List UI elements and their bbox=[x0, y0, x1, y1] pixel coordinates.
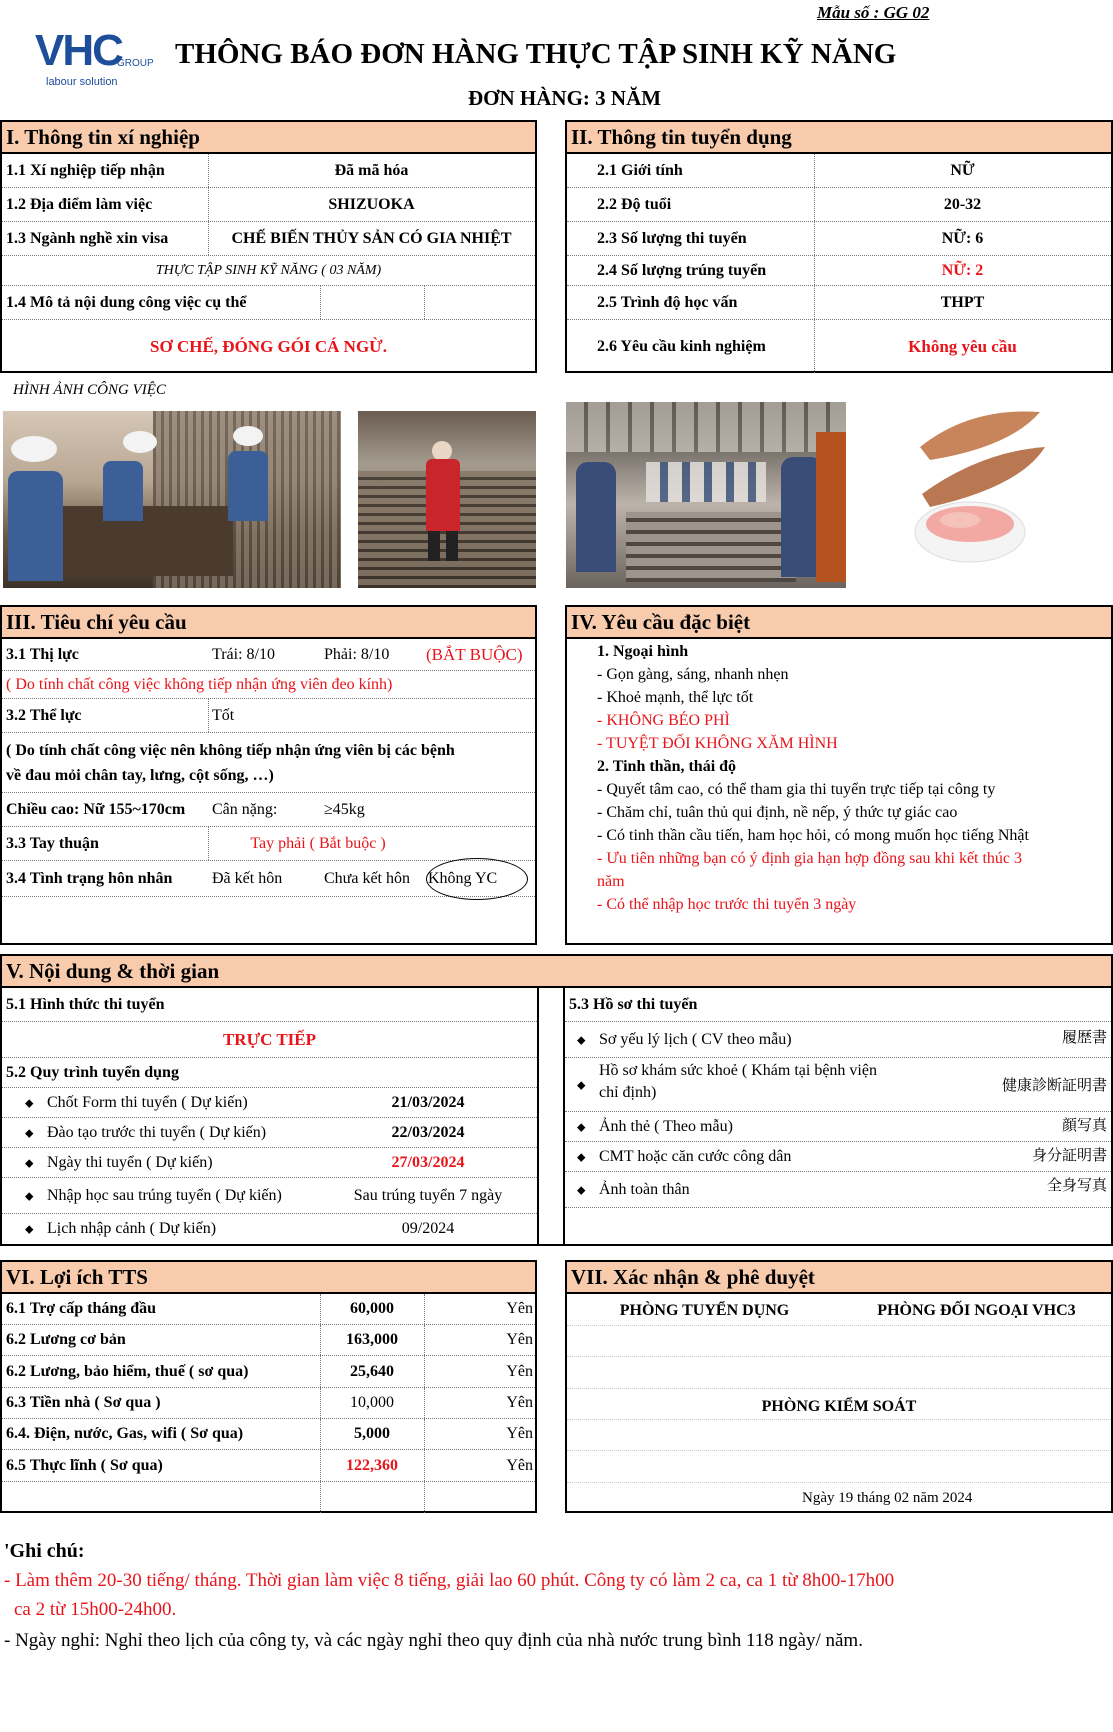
form-number: Mẫu số : GG 02 bbox=[817, 3, 930, 22]
bullet-icon: ◆ bbox=[25, 1157, 34, 1169]
field-label: 3.4 Tình trạng hôn nhân bbox=[6, 869, 173, 887]
table-row bbox=[2, 1482, 535, 1513]
logo-group: GROUP bbox=[117, 58, 154, 69]
table-row bbox=[565, 1022, 1111, 1058]
field-label: 1.2 Địa điểm làm việc bbox=[6, 195, 153, 213]
note-line: - Làm thêm 20-30 tiếng/ tháng. Thời gian làm việc 8 tiếng, giải lao 60 phút. Công ty có làm 2 ca, ca 1 từ 8h00-17h00 bbox=[4, 1570, 895, 1591]
doc-jp: 顔写真 bbox=[1061, 1116, 1107, 1134]
list-item: - TUYỆT ĐỐI KHÔNG XĂM HÌNH bbox=[597, 735, 838, 752]
bullet-icon: ◆ bbox=[25, 1223, 34, 1236]
table-row bbox=[2, 188, 535, 222]
section-title: I. Thông tin xí nghiệp bbox=[2, 122, 535, 154]
vision-right: Phải: 8/10 bbox=[324, 645, 390, 663]
doc-jp: 身分証明書 bbox=[1031, 1146, 1107, 1164]
benefit-unit: Yên bbox=[506, 1425, 533, 1442]
section-title: VII. Xác nhận & phê duyệt bbox=[567, 1262, 1111, 1294]
table-row bbox=[567, 286, 1111, 320]
bullet-icon: ◆ bbox=[577, 1184, 586, 1196]
benefit-value: 10,000 bbox=[350, 1394, 394, 1411]
list-item: - Gọn gàng, sáng, nhanh nhẹn bbox=[597, 666, 789, 683]
table-row bbox=[2, 1356, 535, 1388]
field-label: 2.2 Độ tuổi bbox=[597, 195, 672, 213]
step-value: 22/03/2024 bbox=[391, 1123, 465, 1141]
vision-note: ( Do tính chất công việc không tiếp nhận ứng viên đeo kính) bbox=[6, 675, 393, 693]
list-item: - Khoẻ mạnh, thể lực tốt bbox=[597, 689, 754, 706]
table-row bbox=[2, 733, 535, 793]
benefit-unit: Yên bbox=[506, 1362, 533, 1380]
section-approval bbox=[565, 1260, 1113, 1513]
marital-option-married: Đã kết hôn bbox=[212, 869, 283, 887]
step-label: Đào tạo trước thi tuyển ( Dự kiến) bbox=[47, 1123, 267, 1141]
bullet-icon: ◆ bbox=[577, 1151, 586, 1163]
table-row bbox=[2, 154, 535, 188]
work-photo-2 bbox=[358, 411, 536, 588]
doc-label-line2: chỉ định) bbox=[599, 1084, 657, 1101]
table-row bbox=[2, 1325, 535, 1356]
section-title: IV. Yêu cầu đặc biệt bbox=[567, 607, 1111, 639]
field-label: 2.3 Số lượng thi tuyển bbox=[597, 229, 747, 247]
table-row bbox=[2, 256, 535, 286]
table-row bbox=[567, 256, 1111, 286]
company-logo bbox=[33, 26, 163, 96]
step-value: 09/2024 bbox=[401, 1220, 455, 1237]
table-row bbox=[2, 1058, 537, 1088]
field-label: 5.2 Quy trình tuyển dụng bbox=[6, 1063, 179, 1081]
field-value: THPT bbox=[940, 293, 985, 311]
benefit-label: 6.3 Tiền nhà ( Sơ qua ) bbox=[6, 1394, 161, 1411]
table-row bbox=[2, 861, 535, 897]
table-row bbox=[2, 988, 537, 1022]
field-label: 1.3 Ngành nghề xin visa bbox=[6, 229, 169, 247]
section-title: V. Nội dung & thời gian bbox=[2, 956, 1111, 988]
field-value: NỮ bbox=[950, 161, 975, 179]
table-row bbox=[2, 222, 535, 256]
logo-subtext: labour solution bbox=[46, 76, 118, 88]
fitness-note-line2: về đau mỏi chân tay, lưng, cột sống, …) bbox=[6, 767, 274, 784]
table-row bbox=[2, 1088, 537, 1118]
field-label: 3.2 Thể lực bbox=[6, 706, 82, 724]
vision-required: (BẮT BUỘC) bbox=[426, 644, 523, 664]
table-row bbox=[567, 154, 1111, 188]
list-item: - Chăm chỉ, tuân thủ qui định, nề nếp, ý thức tự giác cao bbox=[597, 804, 958, 821]
dept-recruitment: PHÒNG TUYỂN DỤNG bbox=[619, 1302, 790, 1319]
section-title: II. Thông tin tuyển dụng bbox=[567, 122, 1111, 154]
benefit-label: 6.1 Trợ cấp tháng đầu bbox=[6, 1300, 157, 1317]
field-label: 2.6 Yêu cầu kinh nghiệm bbox=[597, 337, 766, 355]
table-row bbox=[2, 1388, 535, 1419]
table-row bbox=[565, 1142, 1111, 1172]
notes-title: 'Ghi chú: bbox=[4, 1540, 85, 1562]
photos-label: HÌNH ẢNH CÔNG VIỆC bbox=[13, 382, 166, 398]
table-row bbox=[2, 639, 535, 671]
step-value: 21/03/2024 bbox=[391, 1093, 465, 1111]
table-row bbox=[2, 320, 535, 373]
table-row bbox=[2, 1450, 535, 1482]
bullet-icon: ◆ bbox=[25, 1127, 34, 1139]
benefit-unit: Yên bbox=[506, 1456, 533, 1474]
doc-label: Ảnh toàn thân bbox=[599, 1180, 690, 1198]
bullet-icon: ◆ bbox=[577, 1034, 586, 1046]
note-line: ca 2 từ 15h00-24h00. bbox=[14, 1599, 177, 1620]
weight-value: ≥45kg bbox=[324, 800, 365, 818]
list-item: - Ưu tiên những bạn có ý định gia hạn hợp đồng sau khi kết thúc 3 bbox=[597, 850, 1023, 867]
job-description: SƠ CHẾ, ĐÓNG GÓI CÁ NGỪ. bbox=[150, 336, 387, 356]
benefit-label: 6.5 Thực lĩnh ( Sơ qua) bbox=[6, 1456, 163, 1474]
step-label: Chốt Form thi tuyển ( Dự kiến) bbox=[47, 1093, 248, 1111]
visa-note: THỰC TẬP SINH KỸ NĂNG ( 03 NĂM) bbox=[155, 262, 382, 278]
benefit-label: 6.2 Lương cơ bản bbox=[6, 1331, 126, 1348]
logo-text: VHC bbox=[35, 26, 122, 75]
bullet-icon: ◆ bbox=[25, 1097, 34, 1109]
table-row bbox=[2, 793, 535, 827]
page-subtitle: ĐƠN HÀNG: 3 NĂM bbox=[468, 86, 662, 110]
benefit-unit: Yên bbox=[506, 1394, 533, 1411]
step-label: Ngày thi tuyển ( Dự kiến) bbox=[47, 1153, 213, 1171]
field-value: SHIZUOKA bbox=[328, 195, 415, 213]
step-label: Lịch nhập cảnh ( Dự kiến) bbox=[47, 1220, 217, 1237]
benefit-unit: Yên bbox=[506, 1300, 533, 1317]
step-label: Nhập học sau trúng tuyển ( Dự kiến) bbox=[47, 1186, 282, 1204]
list-item: - Quyết tâm cao, có thể tham gia thi tuyển trực tiếp tại công ty bbox=[597, 781, 996, 798]
benefit-label: 6.4. Điện, nước, Gas, wifi ( Sơ qua) bbox=[6, 1425, 244, 1442]
list-item: - KHÔNG BÉO PHÌ bbox=[597, 712, 730, 729]
benefit-value: 5,000 bbox=[354, 1425, 390, 1442]
dept-control: PHÒNG KIỂM SOÁT bbox=[761, 1398, 917, 1415]
attitude-heading: 2. Tinh thần, thái độ bbox=[597, 758, 737, 775]
field-label: 3.1 Thị lực bbox=[6, 645, 79, 663]
field-value: Tay phải ( Bắt buộc ) bbox=[250, 834, 386, 852]
field-value: Đã mã hóa bbox=[334, 161, 409, 179]
step-value: Sau trúng tuyển 7 ngày bbox=[353, 1186, 503, 1204]
table-row bbox=[2, 1148, 537, 1178]
field-value: Không yêu cầu bbox=[908, 336, 1017, 356]
weight-label: Cân nặng: bbox=[212, 800, 278, 818]
table-row bbox=[565, 1058, 1111, 1112]
field-value: 20-32 bbox=[943, 195, 982, 213]
table-row bbox=[2, 286, 535, 320]
section-requirements bbox=[0, 605, 537, 945]
doc-jp: 健康診断証明書 bbox=[1001, 1076, 1107, 1094]
doc-label: CMT hoặc căn cước công dân bbox=[599, 1147, 792, 1165]
doc-jp: 全身写真 bbox=[1046, 1176, 1107, 1194]
table-row bbox=[567, 320, 1111, 373]
step-value: 27/03/2024 bbox=[391, 1153, 465, 1171]
fitness-note-line1: ( Do tính chất công việc nên không tiếp nhận ứng viên bị các bệnh bbox=[6, 742, 455, 759]
table-row bbox=[2, 1178, 537, 1214]
section-benefits bbox=[0, 1260, 537, 1513]
list-item: năm bbox=[597, 873, 625, 890]
benefit-value: 122,360 bbox=[346, 1456, 398, 1474]
table-row bbox=[2, 1214, 537, 1244]
field-label: 2.4 Số lượng trúng tuyển bbox=[597, 261, 767, 279]
doc-label: Hồ sơ khám sức khoẻ ( Khám tại bệnh viện bbox=[599, 1062, 877, 1079]
selection-circle bbox=[426, 858, 528, 900]
appearance-heading: 1. Ngoại hình bbox=[597, 643, 689, 660]
section-special-requirements bbox=[565, 605, 1113, 945]
benefit-value: 60,000 bbox=[350, 1300, 394, 1317]
table-row bbox=[2, 699, 535, 733]
field-label: 1.4 Mô tả nội dung công việc cụ thể bbox=[6, 293, 247, 311]
table-row bbox=[2, 1294, 535, 1325]
bullet-icon: ◆ bbox=[577, 1121, 586, 1133]
doc-jp: 履歴書 bbox=[1061, 1028, 1107, 1046]
field-value: NỮ: 2 bbox=[941, 261, 984, 279]
vision-left: Trái: 8/10 bbox=[212, 645, 275, 663]
benefit-value: 163,000 bbox=[346, 1331, 398, 1348]
approval-date: Ngày 19 tháng 02 năm 2024 bbox=[802, 1490, 973, 1506]
table-row bbox=[2, 1419, 535, 1450]
field-label: 5.1 Hình thức thi tuyển bbox=[6, 995, 165, 1013]
note-line: - Ngày nghỉ: Nghỉ theo lịch của công ty, và các ngày nghỉ theo quy định của nhà nước trung bình 118 ngày/ năm. bbox=[4, 1630, 863, 1651]
field-label: 3.3 Tay thuận bbox=[6, 834, 99, 852]
section-title: VI. Lợi ích TTS bbox=[2, 1262, 535, 1294]
section-company-info bbox=[0, 120, 537, 373]
field-label: 2.5 Trình độ học vấn bbox=[597, 293, 738, 311]
field-label: 2.1 Giới tính bbox=[597, 161, 683, 179]
table-row bbox=[565, 988, 1111, 1022]
benefit-label: 6.2 Lương, bảo hiểm, thuế ( sơ qua) bbox=[6, 1362, 249, 1380]
tuna-image bbox=[900, 402, 1050, 588]
list-item: - Có tinh thần cầu tiến, ham học hỏi, có mong muốn học tiếng Nhật bbox=[597, 827, 1029, 844]
table-row bbox=[565, 1112, 1111, 1142]
field-label: 5.3 Hồ sơ thi tuyển bbox=[569, 995, 698, 1013]
doc-label: Ảnh thẻ ( Theo mẫu) bbox=[599, 1117, 733, 1135]
table-row bbox=[2, 827, 535, 861]
work-photo-1 bbox=[3, 411, 341, 588]
field-label: 1.1 Xí nghiệp tiếp nhận bbox=[6, 161, 165, 179]
marital-option-any: Không YC bbox=[428, 869, 498, 887]
bullet-icon: ◆ bbox=[577, 1079, 586, 1091]
height-label: Chiều cao: Nữ 155~170cm bbox=[6, 800, 186, 818]
page-title: THÔNG BÁO ĐƠN HÀNG THỰC TẬP SINH KỸ NĂNG bbox=[175, 38, 897, 70]
field-value: CHẾ BIẾN THỦY SẢN CÓ GIA NHIỆT bbox=[231, 229, 512, 247]
table-row bbox=[565, 1172, 1111, 1208]
table-row bbox=[2, 1022, 537, 1058]
table-row bbox=[567, 188, 1111, 222]
field-value: NỮ: 6 bbox=[941, 229, 984, 247]
benefit-unit: Yên bbox=[506, 1331, 533, 1348]
benefit-value: 25,640 bbox=[350, 1362, 394, 1380]
marital-option-single: Chưa kết hôn bbox=[324, 869, 410, 887]
table-row bbox=[2, 671, 535, 699]
doc-label: Sơ yếu lý lịch ( CV theo mẫu) bbox=[599, 1030, 792, 1048]
bullet-icon: ◆ bbox=[25, 1190, 34, 1202]
field-value: Tốt bbox=[212, 706, 235, 724]
dept-foreign-affairs: PHÒNG ĐỐI NGOẠI VHC3 bbox=[877, 1302, 1076, 1319]
list-item: - Có thể nhập học trước thi tuyển 3 ngày bbox=[597, 896, 857, 913]
table-row bbox=[567, 222, 1111, 256]
work-photo-3 bbox=[566, 402, 846, 588]
section-title: III. Tiêu chí yêu cầu bbox=[2, 607, 535, 639]
section-content-time bbox=[0, 954, 1113, 1246]
section-recruitment-info bbox=[565, 120, 1113, 373]
table-row bbox=[2, 1118, 537, 1148]
work-photo-4 bbox=[900, 402, 1050, 588]
exam-format: TRỰC TIẾP bbox=[222, 1029, 317, 1049]
